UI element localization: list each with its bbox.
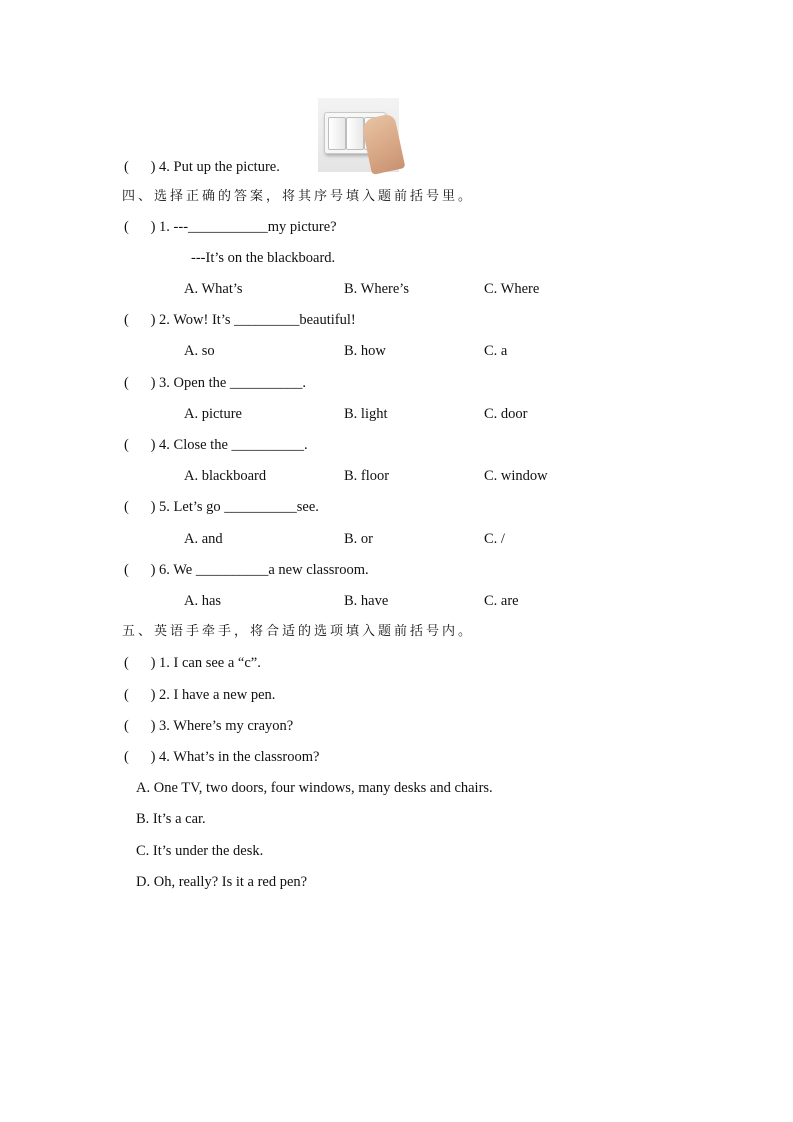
s4-q6-option-c: C. are: [484, 593, 519, 609]
switch-rocker: [346, 117, 364, 150]
s4-q4-option-a: A. blackboard: [184, 468, 267, 484]
s4-question-1: ( ) 1. ---___________my picture?: [124, 219, 337, 235]
s5-answer-d: D. Oh, really? Is it a red pen?: [136, 874, 308, 890]
light-switch-image: [318, 98, 399, 172]
s4-question-1-sub: ---It’s on the blackboard.: [191, 250, 336, 266]
s4-q2-option-a: A. so: [184, 343, 215, 359]
s4-q1-option-b: B. Where’s: [344, 281, 409, 297]
s4-q1-option-a: A. What’s: [184, 281, 243, 297]
s5-answer-b: B. It’s a car.: [136, 811, 206, 827]
s4-q4-option-b: B. floor: [344, 468, 390, 484]
s4-q5-option-a: A. and: [184, 531, 223, 547]
s4-question-4: ( ) 4. Close the __________.: [124, 437, 308, 453]
s5-question-3: ( ) 3. Where’s my crayon?: [124, 718, 294, 734]
s5-answer-a: A. One TV, two doors, four windows, many desks and chairs.: [136, 780, 493, 796]
s4-q5-option-c: C. /: [484, 531, 505, 547]
s4-q3-option-a: A. picture: [184, 406, 242, 422]
switch-rocker: [328, 117, 346, 150]
s4-q6-option-b: B. have: [344, 593, 389, 609]
s5-question-1: ( ) 1. I can see a “c”.: [124, 655, 261, 671]
s4-q4-option-c: C. window: [484, 468, 548, 484]
s4-question-3: ( ) 3. Open the __________.: [124, 375, 307, 391]
section5-heading: 五、英语手牵手，将合适的选项填入题前括号内。: [122, 624, 475, 639]
section4-heading: 四、选择正确的答案，将其序号填入题前括号里。: [122, 189, 475, 204]
finger-icon: [361, 113, 406, 175]
s4-q3-option-b: B. light: [344, 406, 388, 422]
s5-question-4: ( ) 4. What’s in the classroom?: [124, 749, 320, 765]
s4-question-2: ( ) 2. Wow! It’s _________beautiful!: [124, 312, 356, 328]
s4-q1-option-c: C. Where: [484, 281, 540, 297]
s4-q2-option-b: B. how: [344, 343, 386, 359]
s4-q6-option-a: A. has: [184, 593, 222, 609]
s4-q2-option-c: C. a: [484, 343, 508, 359]
s4-q3-option-c: C. door: [484, 406, 528, 422]
s4-q5-option-b: B. or: [344, 531, 373, 547]
question-put-up-picture: ( ) 4. Put up the picture.: [124, 159, 280, 175]
s5-answer-c: C. It’s under the desk.: [136, 843, 264, 859]
s4-question-6: ( ) 6. We __________a new classroom.: [124, 562, 369, 578]
s4-question-5: ( ) 5. Let’s go __________see.: [124, 499, 319, 515]
s5-question-2: ( ) 2. I have a new pen.: [124, 687, 276, 703]
